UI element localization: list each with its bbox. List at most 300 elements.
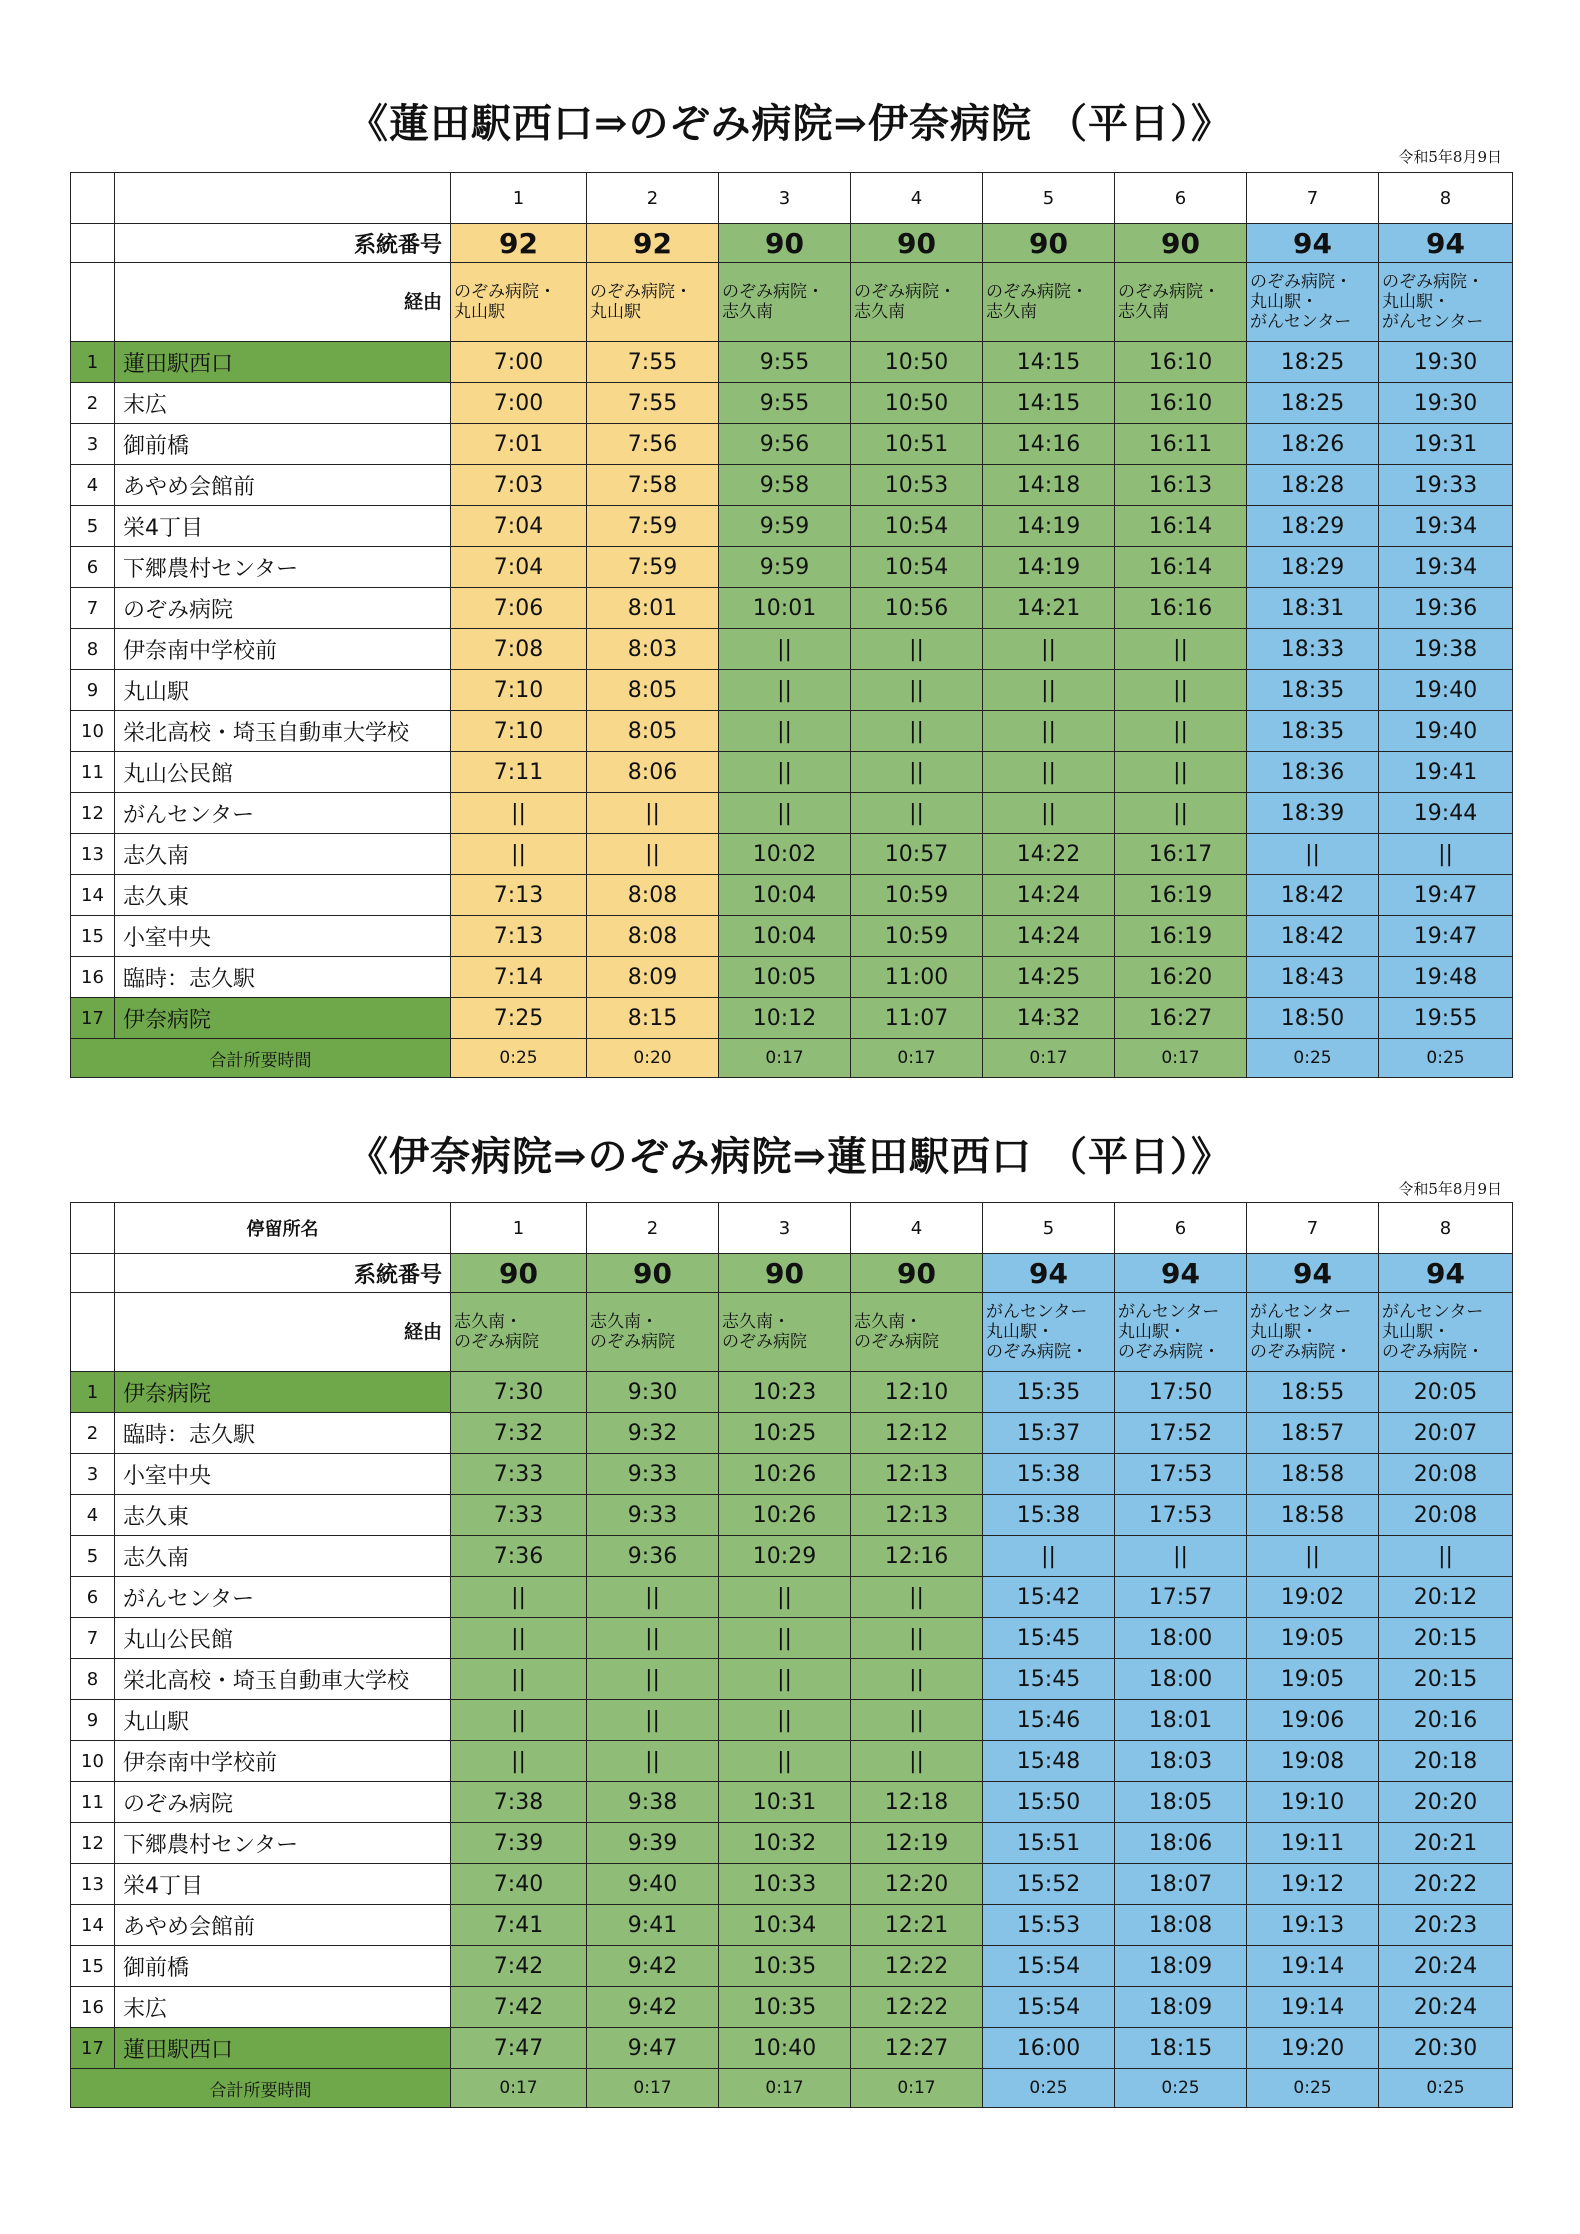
departure-time: 19:44 — [1379, 793, 1513, 834]
departure-time: 7:41 — [451, 1905, 587, 1946]
stop-name: 小室中央 — [115, 916, 451, 957]
stop-name: 御前橋 — [115, 424, 451, 465]
stop-row — [71, 834, 1513, 875]
departure-time: 18:26 — [1247, 424, 1379, 465]
stop-index: 11 — [71, 752, 115, 793]
stop-name: 臨時：志久駅 — [115, 957, 451, 998]
departure-time: 19:34 — [1379, 506, 1513, 547]
stop-name: 伊奈病院 — [115, 998, 451, 1039]
total-time: 0:25 — [1379, 1039, 1513, 1078]
via-stops: のぞみ病院・ 志久南 — [983, 263, 1115, 342]
stop-row — [71, 588, 1513, 629]
departure-time: 9:33 — [587, 1454, 719, 1495]
departure-time: 7:59 — [587, 506, 719, 547]
departure-time: 16:00 — [983, 2028, 1115, 2069]
stop-index: 2 — [71, 383, 115, 424]
departure-time: 20:05 — [1379, 1372, 1513, 1413]
stop-row — [71, 1577, 1513, 1618]
stop-name: 御前橋 — [115, 1946, 451, 1987]
via-stops: のぞみ病院・ 丸山駅・ がんセンター — [1247, 263, 1379, 342]
departure-time: 19:11 — [1247, 1823, 1379, 1864]
departure-time: 18:55 — [1247, 1372, 1379, 1413]
stop-row — [71, 916, 1513, 957]
departure-time: || — [719, 1741, 851, 1782]
departure-time: 10:01 — [719, 588, 851, 629]
departure-time: 14:24 — [983, 875, 1115, 916]
stop-name: 志久東 — [115, 875, 451, 916]
stop-row — [71, 875, 1513, 916]
corner-cell — [71, 1254, 115, 1293]
departure-time: 18:09 — [1115, 1946, 1247, 1987]
departure-time: 18:03 — [1115, 1741, 1247, 1782]
trip-number: 6 — [1115, 173, 1247, 224]
departure-time: 7:32 — [451, 1413, 587, 1454]
departure-time: 15:38 — [983, 1495, 1115, 1536]
departure-time: 19:10 — [1247, 1782, 1379, 1823]
stop-row — [71, 342, 1513, 383]
departure-time: 19:41 — [1379, 752, 1513, 793]
total-time-label: 合計所要時間 — [71, 1039, 451, 1078]
stop-name: 臨時：志久駅 — [115, 1413, 451, 1454]
stop-name: あやめ会館前 — [115, 1905, 451, 1946]
departure-time: || — [587, 1700, 719, 1741]
stop-index: 17 — [71, 2028, 115, 2069]
stop-name: 丸山駅 — [115, 1700, 451, 1741]
header-stop-name-label: 停留所名 — [115, 1203, 451, 1254]
departure-time: || — [719, 793, 851, 834]
departure-time: || — [851, 629, 983, 670]
departure-time: 10:25 — [719, 1413, 851, 1454]
stop-row — [71, 383, 1513, 424]
stop-name: 栄4丁目 — [115, 506, 451, 547]
departure-time: 12:21 — [851, 1905, 983, 1946]
departure-time: || — [451, 1741, 587, 1782]
departure-time: 7:55 — [587, 342, 719, 383]
via-stops: のぞみ病院・ 志久南 — [1115, 263, 1247, 342]
corner-cell — [71, 224, 115, 263]
departure-time: || — [1379, 834, 1513, 875]
departure-time: 20:15 — [1379, 1659, 1513, 1700]
departure-time: 7:47 — [451, 2028, 587, 2069]
stop-index: 4 — [71, 1495, 115, 1536]
departure-time: || — [1115, 793, 1247, 834]
departure-time: 20:07 — [1379, 1413, 1513, 1454]
departure-time: 7:36 — [451, 1536, 587, 1577]
departure-time: || — [451, 793, 587, 834]
total-time: 0:17 — [851, 1039, 983, 1078]
departure-time: 14:22 — [983, 834, 1115, 875]
departure-time: 18:15 — [1115, 2028, 1247, 2069]
departure-time: 19:30 — [1379, 383, 1513, 424]
total-time: 0:17 — [1115, 1039, 1247, 1078]
header-via-row — [71, 1293, 1513, 1372]
departure-time: || — [719, 752, 851, 793]
stop-row — [71, 1946, 1513, 1987]
departure-time: 18:33 — [1247, 629, 1379, 670]
departure-time: || — [851, 1577, 983, 1618]
stop-index: 9 — [71, 670, 115, 711]
departure-time: 8:03 — [587, 629, 719, 670]
via-stops: のぞみ病院・ 志久南 — [851, 263, 983, 342]
departure-time: || — [451, 1618, 587, 1659]
departure-time: 12:12 — [851, 1413, 983, 1454]
departure-time: || — [587, 1618, 719, 1659]
departure-time: 18:01 — [1115, 1700, 1247, 1741]
stop-name: あやめ会館前 — [115, 465, 451, 506]
route-number: 92 — [451, 224, 587, 263]
departure-time: 8:06 — [587, 752, 719, 793]
departure-time: || — [851, 1659, 983, 1700]
stop-name: のぞみ病院 — [115, 588, 451, 629]
route-number-label: 系統番号 — [115, 1254, 451, 1293]
stop-name: 丸山公民館 — [115, 1618, 451, 1659]
departure-time: 19:34 — [1379, 547, 1513, 588]
trip-number: 3 — [719, 1203, 851, 1254]
route-number: 90 — [719, 224, 851, 263]
departure-time: 19:47 — [1379, 916, 1513, 957]
departure-time: 18:43 — [1247, 957, 1379, 998]
departure-time: 14:18 — [983, 465, 1115, 506]
departure-time: 9:59 — [719, 506, 851, 547]
total-time: 0:17 — [983, 1039, 1115, 1078]
departure-time: 12:19 — [851, 1823, 983, 1864]
departure-time: 7:04 — [451, 506, 587, 547]
departure-time: 18:50 — [1247, 998, 1379, 1039]
total-time: 0:17 — [851, 2069, 983, 2108]
departure-time: 15:37 — [983, 1413, 1115, 1454]
stop-row — [71, 793, 1513, 834]
departure-time: || — [983, 1536, 1115, 1577]
departure-time: 10:23 — [719, 1372, 851, 1413]
corner-cell — [71, 173, 115, 224]
departure-time: || — [1379, 1536, 1513, 1577]
via-stops: 志久南・ のぞみ病院 — [851, 1293, 983, 1372]
departure-time: 14:25 — [983, 957, 1115, 998]
route-number: 90 — [1115, 224, 1247, 263]
stop-row — [71, 1454, 1513, 1495]
departure-time: 18:08 — [1115, 1905, 1247, 1946]
timetable-table — [70, 1202, 1513, 2108]
departure-time: 7:11 — [451, 752, 587, 793]
stop-index: 14 — [71, 1905, 115, 1946]
header-trip-number-row — [71, 1203, 1513, 1254]
departure-time: 10:04 — [719, 875, 851, 916]
departure-time: 19:12 — [1247, 1864, 1379, 1905]
stop-index: 13 — [71, 834, 115, 875]
stop-index: 5 — [71, 506, 115, 547]
stop-name: 丸山駅 — [115, 670, 451, 711]
departure-time: 14:32 — [983, 998, 1115, 1039]
total-time-row — [71, 1039, 1513, 1078]
departure-time: 16:10 — [1115, 383, 1247, 424]
header-stop-name-label — [115, 173, 451, 224]
stop-name: 蓮田駅西口 — [115, 342, 451, 383]
departure-time: 7:55 — [587, 383, 719, 424]
departure-time: 15:35 — [983, 1372, 1115, 1413]
departure-time: 20:20 — [1379, 1782, 1513, 1823]
departure-time: || — [719, 670, 851, 711]
departure-time: 18:06 — [1115, 1823, 1247, 1864]
departure-time: || — [719, 629, 851, 670]
departure-time: 7:39 — [451, 1823, 587, 1864]
departure-time: 17:50 — [1115, 1372, 1247, 1413]
total-time-row — [71, 2069, 1513, 2108]
via-stops: のぞみ病院・ 丸山駅・ がんセンター — [1379, 263, 1513, 342]
departure-time: 7:59 — [587, 547, 719, 588]
departure-time: 7:04 — [451, 547, 587, 588]
route-number: 92 — [587, 224, 719, 263]
stop-name: 栄北高校・埼玉自動車大学校 — [115, 1659, 451, 1700]
departure-time: 20:08 — [1379, 1495, 1513, 1536]
departure-time: 7:25 — [451, 998, 587, 1039]
departure-time: 8:05 — [587, 670, 719, 711]
departure-time: 14:21 — [983, 588, 1115, 629]
departure-time: 7:00 — [451, 383, 587, 424]
departure-time: 18:57 — [1247, 1413, 1379, 1454]
stop-row — [71, 2028, 1513, 2069]
departure-time: 17:57 — [1115, 1577, 1247, 1618]
stop-row — [71, 1372, 1513, 1413]
departure-time: 18:00 — [1115, 1618, 1247, 1659]
departure-time: 18:58 — [1247, 1495, 1379, 1536]
departure-time: 9:30 — [587, 1372, 719, 1413]
departure-time: 9:42 — [587, 1946, 719, 1987]
departure-time: 18:42 — [1247, 916, 1379, 957]
departure-time: 10:05 — [719, 957, 851, 998]
departure-time: || — [719, 1700, 851, 1741]
total-time: 0:25 — [1247, 2069, 1379, 2108]
departure-time: || — [1247, 1536, 1379, 1577]
stop-name: 伊奈病院 — [115, 1372, 451, 1413]
route-number: 94 — [983, 1254, 1115, 1293]
stop-name: 栄4丁目 — [115, 1864, 451, 1905]
via-stops: 志久南・ のぞみ病院 — [587, 1293, 719, 1372]
trip-number: 5 — [983, 1203, 1115, 1254]
departure-time: 20:23 — [1379, 1905, 1513, 1946]
via-stops: がんセンター 丸山駅・ のぞみ病院・ — [1379, 1293, 1513, 1372]
departure-time: 12:20 — [851, 1864, 983, 1905]
route-number: 90 — [451, 1254, 587, 1293]
departure-time: 10:12 — [719, 998, 851, 1039]
departure-time: || — [587, 793, 719, 834]
departure-time: 20:22 — [1379, 1864, 1513, 1905]
trip-number: 8 — [1379, 173, 1513, 224]
departure-time: 20:15 — [1379, 1618, 1513, 1659]
departure-time: || — [851, 1618, 983, 1659]
trip-number: 4 — [851, 173, 983, 224]
stop-row — [71, 1536, 1513, 1577]
stop-name: 丸山公民館 — [115, 752, 451, 793]
departure-time: 10:50 — [851, 342, 983, 383]
departure-time: 9:42 — [587, 1987, 719, 2028]
departure-time: 10:32 — [719, 1823, 851, 1864]
departure-time: || — [1115, 752, 1247, 793]
departure-time: 18:29 — [1247, 506, 1379, 547]
stop-row — [71, 1700, 1513, 1741]
departure-time: 12:13 — [851, 1495, 983, 1536]
header-route-row — [71, 1254, 1513, 1293]
departure-time: 7:06 — [451, 588, 587, 629]
departure-time: 20:12 — [1379, 1577, 1513, 1618]
departure-time: 14:19 — [983, 506, 1115, 547]
via-label: 経由 — [115, 263, 451, 342]
departure-time: 14:24 — [983, 916, 1115, 957]
departure-time: 20:18 — [1379, 1741, 1513, 1782]
total-time-label: 合計所要時間 — [71, 2069, 451, 2108]
trip-number: 1 — [451, 1203, 587, 1254]
stop-index: 14 — [71, 875, 115, 916]
departure-time: 19:06 — [1247, 1700, 1379, 1741]
departure-time: 15:52 — [983, 1864, 1115, 1905]
departure-time: || — [719, 1659, 851, 1700]
departure-time: 10:56 — [851, 588, 983, 629]
stop-index: 15 — [71, 916, 115, 957]
departure-time: || — [719, 1618, 851, 1659]
departure-time: || — [851, 711, 983, 752]
via-stops: がんセンター 丸山駅・ のぞみ病院・ — [1115, 1293, 1247, 1372]
departure-time: 18:39 — [1247, 793, 1379, 834]
trip-number: 2 — [587, 1203, 719, 1254]
header-route-row — [71, 224, 1513, 263]
stop-row — [71, 1618, 1513, 1659]
departure-time: 15:50 — [983, 1782, 1115, 1823]
trip-number: 8 — [1379, 1203, 1513, 1254]
departure-time: 18:31 — [1247, 588, 1379, 629]
departure-time: || — [719, 1577, 851, 1618]
stop-index: 10 — [71, 711, 115, 752]
departure-time: || — [851, 1700, 983, 1741]
departure-time: 16:27 — [1115, 998, 1247, 1039]
departure-time: 9:47 — [587, 2028, 719, 2069]
departure-time: 12:27 — [851, 2028, 983, 2069]
departure-time: 12:18 — [851, 1782, 983, 1823]
departure-time: || — [1115, 711, 1247, 752]
departure-time: 15:42 — [983, 1577, 1115, 1618]
departure-time: 10:54 — [851, 506, 983, 547]
departure-time: 7:38 — [451, 1782, 587, 1823]
departure-time: 12:10 — [851, 1372, 983, 1413]
departure-time: 12:22 — [851, 1946, 983, 1987]
stop-row — [71, 670, 1513, 711]
departure-time: 10:33 — [719, 1864, 851, 1905]
departure-time: 18:07 — [1115, 1864, 1247, 1905]
stop-index: 11 — [71, 1782, 115, 1823]
departure-time: 14:19 — [983, 547, 1115, 588]
departure-time: || — [1115, 629, 1247, 670]
timetable-title: 《蓮田駅西口⇒のぞみ病院⇒伊奈病院 （平日）》 — [348, 100, 1232, 147]
departure-time: 7:13 — [451, 916, 587, 957]
departure-time: || — [983, 752, 1115, 793]
departure-time: || — [851, 670, 983, 711]
stop-row — [71, 547, 1513, 588]
departure-time: 10:34 — [719, 1905, 851, 1946]
departure-time: 18:35 — [1247, 670, 1379, 711]
stop-row — [71, 1659, 1513, 1700]
departure-time: 18:35 — [1247, 711, 1379, 752]
route-number-label: 系統番号 — [115, 224, 451, 263]
departure-time: 8:01 — [587, 588, 719, 629]
route-number: 94 — [1247, 224, 1379, 263]
stop-row — [71, 752, 1513, 793]
departure-time: 8:15 — [587, 998, 719, 1039]
stop-name: 志久南 — [115, 834, 451, 875]
via-stops: のぞみ病院・ 丸山駅 — [451, 263, 587, 342]
departure-time: || — [587, 834, 719, 875]
departure-time: 15:51 — [983, 1823, 1115, 1864]
stop-row — [71, 424, 1513, 465]
departure-time: 7:33 — [451, 1454, 587, 1495]
trip-number: 2 — [587, 173, 719, 224]
via-stops: がんセンター 丸山駅・ のぞみ病院・ — [983, 1293, 1115, 1372]
departure-time: 16:13 — [1115, 465, 1247, 506]
departure-time: 15:45 — [983, 1659, 1115, 1700]
trip-number: 3 — [719, 173, 851, 224]
departure-time: 10:50 — [851, 383, 983, 424]
departure-time: 9:40 — [587, 1864, 719, 1905]
stop-row — [71, 629, 1513, 670]
stop-index: 10 — [71, 1741, 115, 1782]
stop-name: 小室中央 — [115, 1454, 451, 1495]
stop-row — [71, 1782, 1513, 1823]
stop-index: 1 — [71, 342, 115, 383]
via-stops: のぞみ病院・ 丸山駅 — [587, 263, 719, 342]
departure-time: 8:08 — [587, 916, 719, 957]
stop-name: 下郷農村センター — [115, 1823, 451, 1864]
total-time: 0:17 — [451, 2069, 587, 2108]
departure-time: 15:46 — [983, 1700, 1115, 1741]
departure-time: 19:05 — [1247, 1618, 1379, 1659]
departure-time: 9:56 — [719, 424, 851, 465]
departure-time: 18:25 — [1247, 383, 1379, 424]
departure-time: 18:36 — [1247, 752, 1379, 793]
departure-time: 10:04 — [719, 916, 851, 957]
corner-cell — [71, 263, 115, 342]
departure-time: 18:09 — [1115, 1987, 1247, 2028]
departure-time: 19:33 — [1379, 465, 1513, 506]
departure-time: 10:57 — [851, 834, 983, 875]
via-stops: 志久南・ のぞみ病院 — [719, 1293, 851, 1372]
departure-time: 10:59 — [851, 875, 983, 916]
stop-name: のぞみ病院 — [115, 1782, 451, 1823]
departure-time: 19:55 — [1379, 998, 1513, 1039]
departure-time: 16:19 — [1115, 875, 1247, 916]
stop-row — [71, 711, 1513, 752]
stop-index: 6 — [71, 547, 115, 588]
stop-index: 9 — [71, 1700, 115, 1741]
trip-number: 5 — [983, 173, 1115, 224]
stop-index: 12 — [71, 793, 115, 834]
stop-index: 3 — [71, 1454, 115, 1495]
stop-name: 末広 — [115, 383, 451, 424]
stop-row — [71, 506, 1513, 547]
stop-index: 4 — [71, 465, 115, 506]
stop-name: 志久東 — [115, 1495, 451, 1536]
route-number: 94 — [1115, 1254, 1247, 1293]
departure-time: 7:14 — [451, 957, 587, 998]
stop-name: がんセンター — [115, 1577, 451, 1618]
stop-name: 蓮田駅西口 — [115, 2028, 451, 2069]
departure-time: 19:38 — [1379, 629, 1513, 670]
departure-time: 19:08 — [1247, 1741, 1379, 1782]
departure-time: 8:09 — [587, 957, 719, 998]
departure-time: 7:42 — [451, 1946, 587, 1987]
departure-time: 7:30 — [451, 1372, 587, 1413]
departure-time: 20:24 — [1379, 1946, 1513, 1987]
departure-time: 16:16 — [1115, 588, 1247, 629]
departure-time: 9:32 — [587, 1413, 719, 1454]
departure-time: 19:36 — [1379, 588, 1513, 629]
trip-number: 7 — [1247, 1203, 1379, 1254]
